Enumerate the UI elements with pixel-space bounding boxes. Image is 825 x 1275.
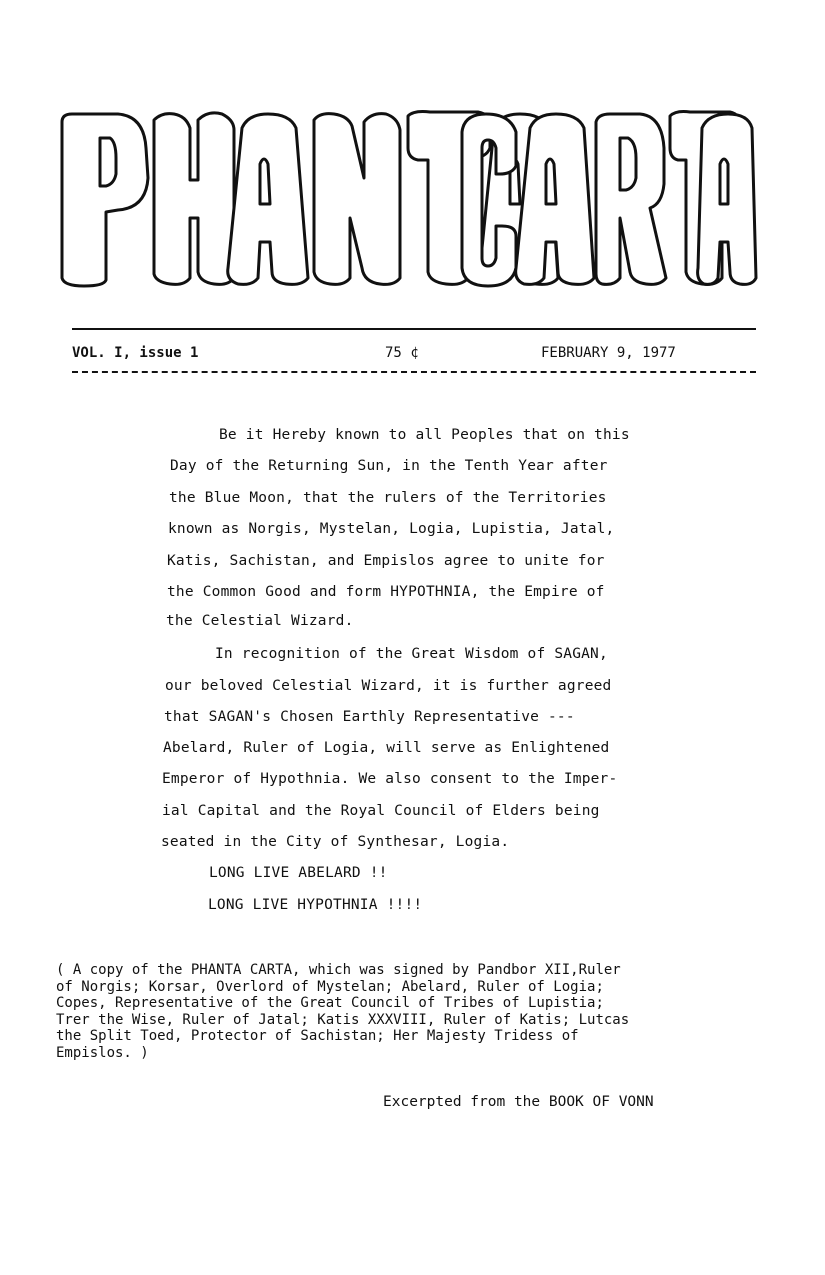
proclamation-line: LONG LIVE ABELARD !! [209,865,388,881]
proclamation-line: the Blue Moon, that the rulers of the Territories [169,490,607,506]
proclamation-line: ial Capital and the Royal Council of Elders being [162,803,600,819]
proclamation-line: Abelard, Ruler of Logia, will serve as Enlightened [163,740,610,756]
proclamation-line: In recognition of the Great Wisdom of SAGAN, [215,646,608,662]
footnote-line: Trer the Wise, Ruler of Jatal; Katis XXXVIII, Ruler of Katis; Lutcas [56,1011,630,1028]
proclamation-line: Day of the Returning Sun, in the Tenth Year after [170,458,608,474]
proclamation-line: the Common Good and form HYPOTHNIA, the Empire of [167,584,605,600]
issue-price: 75 ¢ [385,345,419,361]
issue-volume: VOL. I, issue 1 [72,345,199,361]
proclamation-line: that SAGAN's Chosen Earthly Representative --- [164,709,575,725]
proclamation-line: LONG LIVE HYPOTHNIA !!!! [208,897,423,913]
proclamation-line: our beloved Celestial Wizard, it is further agreed [165,678,612,694]
issue-date: FEBRUARY 9, 1977 [541,345,676,361]
masthead-logo [58,108,758,290]
proclamation-line: Katis, Sachistan, and Empislos agree to unite for [167,553,605,569]
footnote-line: the Split Toed, Protector of Sachistan; Her Majesty Tridess of [56,1028,579,1044]
footnote-line: ( A copy of the PHANTA CARTA, which was signed by Pandbor XII,Ruler [56,962,621,978]
proclamation-line: the Celestial Wizard. [166,613,354,629]
proclamation-line: known as Norgis, Mystelan, Logia, Lupistia, Jatal, [168,521,615,537]
header-rule [72,328,756,330]
proclamation-line: Emperor of Hypothnia. We also consent to the Imper- [162,771,618,787]
source-attribution: Excerpted from the BOOK OF VONN [383,1094,654,1110]
header-dashed-rule [72,371,756,373]
proclamation-line: Be it Hereby known to all Peoples that on this [219,427,630,443]
footnote-line: Copes, Representative of the Great Council of Tribes of Lupistia; [56,995,604,1011]
footnote-line: Empislos. ) [56,1044,149,1061]
signatories-footnote [56,962,746,1061]
proclamation-line: seated in the City of Synthesar, Logia. [161,834,510,850]
footnote-line: of Norgis; Korsar, Overlord of Mystelan; Abelard, Ruler of Logia; [56,978,604,995]
masthead-lettering [58,108,758,290]
